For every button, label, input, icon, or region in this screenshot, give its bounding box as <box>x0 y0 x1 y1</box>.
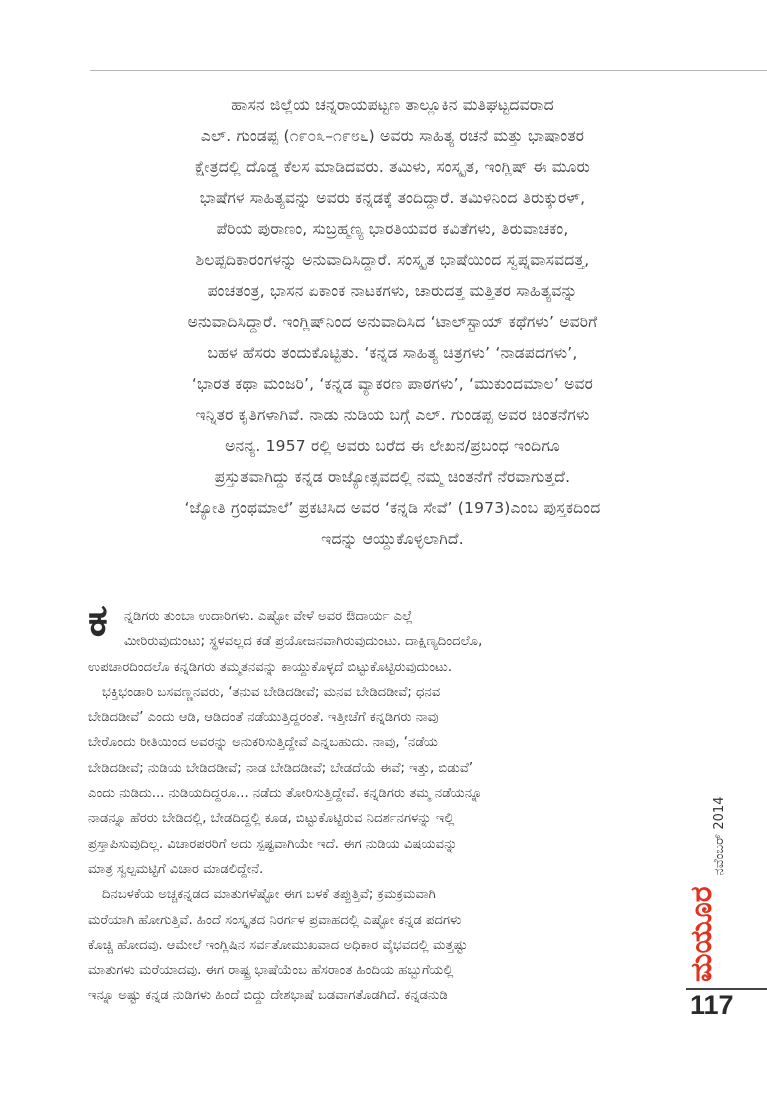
intro-line: ಅನುವಾದಿಸಿದ್ದಾರೆ. ಇಂಗ್ಲಿಷ್‌ನಿಂದ ಅನುವಾದಿಸಿದ ‘ಟಾಲ್‌ಸ್ಟಾಯ್ ಕಥೆಗಳು’ ಅವರಿಗೆ <box>187 313 598 331</box>
body-line: ಉಪಚಾರದಿಂದಲೊ ಕನ್ನಡಿಗರು ತಮ್ಮತನವನ್ನು ಕಾಯ್ದುಕೊಳ್ಳದೆ ಬಿಟ್ಟುಕೊಟ್ಟಿರುವುದುಂಟು. <box>88 659 453 675</box>
magazine-title: ಮಯೂರ <box>684 886 719 982</box>
body-line: ಎಂದು ನುಡಿದು... ನುಡಿಯದಿದ್ದರೂ... ನಡೆದು ತೋರಿಸುತ್ತಿದ್ದೇವೆ. ಕನ್ನಡಿಗರು ತಮ್ಮ ನಡೆಯನ್ನೂ <box>88 786 483 802</box>
intro-line: ಪಂಚತಂತ್ರ, ಭಾಸನ ಏಕಾಂಕ ನಾಟಕಗಳು, ಚಾರುದತ್ತ ಮತ್ತಿತರ ಸಾಹಿತ್ಯವನ್ನು <box>207 282 578 300</box>
issue-date: ನವೆಂಬರ್ 2014 <box>712 796 727 876</box>
intro-line: ಶಿಲಪ್ಪದಿಕಾರಂಗಳನ್ನು ಅನುವಾದಿಸಿದ್ದಾರೆ. ಸಂಸ್ಕೃತ ಭಾಷೆಯಿಂದ ಸ್ವಪ್ನವಾಸವದತ್ತ, <box>195 251 590 269</box>
body-line: ಇನ್ನೂ ಅಷ್ಟು ಕನ್ನಡ ನುಡಿಗಳು ಹಿಂದೆ ಬಿದ್ದು ದೇಶಭಾಷೆ ಬಡವಾಗತೊಡಗಿದೆ. ಕನ್ನಡನುಡಿ <box>88 988 448 1004</box>
intro-line: ಇದನ್ನು ಆಯ್ದುಕೊಳ್ಳಲಾಗಿದೆ. <box>321 530 464 548</box>
drop-cap: ಕ <box>88 595 108 646</box>
intro-line: ಅನನ್ಯ. 1957 ರಲ್ಲಿ ಅವರು ಬರೆದ ಈ ಲೇಖನ/ಪ್ರಬಂಧ ಇಂದಿಗೂ <box>225 437 560 455</box>
body-line: ಭಕ್ತಿಭಂಡಾರಿ ಬಸವಣ್ಣನವರು, ‘ತನುವ ಬೇಡಿದಡೀವೆ; ಮನವ ಬೇಡಿದಡೀವೆ; ಧನವ <box>102 684 441 700</box>
body-line: ಮಾತ್ರ ಸ್ವಲ್ಪಮಟ್ಟಿಗೆ ವಿಚಾರ ಮಾಡಲಿದ್ದೇನೆ. <box>88 861 264 877</box>
article-introduction <box>100 90 685 555</box>
intro-line: ಹಾಸನ ಜಿಲ್ಲೆಯ ಚನ್ನರಾಯಪಟ್ಟಣ ತಾಲ್ಲೂಕಿನ ಮತಿಘಟ್ಟದವರಾದ <box>231 96 554 114</box>
intro-line: ‘ಭಾರತ ಕಥಾ ಮಂಜರಿ’, ‘ಕನ್ನಡ ವ್ಯಾಕರಣ ಪಾಠಗಳು’, ‘ಮುಕುಂದಮಾಲ’ ಅವರ <box>191 375 594 393</box>
intro-line: ಪೆರಿಯ ಪುರಾಣಂ, ಸುಬ್ರಹ್ಮಣ್ಯ ಭಾರತಿಯವರ ಕವಿತೆಗಳು, ತಿರುವಾಚಕಂ, <box>216 220 569 238</box>
page-number: 117 <box>690 990 734 1020</box>
intro-line: ‘ಜ್ಯೋತಿ ಗ್ರಂಥಮಾಲೆ’ ಪ್ರಕಟಿಸಿದ ಅವರ ‘ಕನ್ನಡಿ ಸೇವೆ’ (1973)ಎಂಬ ಪುಸ್ತಕದಿಂದ <box>184 499 601 517</box>
intro-line: ಎಲ್. ಗುಂಡಪ್ಪ (೧೯೦೩–೧೯೮೬) ಅವರು ಸಾಹಿತ್ಯ ರಚನೆ ಮತ್ತು ಭಾಷಾಂತರ <box>200 127 585 145</box>
body-line: ನಾಡನ್ನೂ ಹೆರರು ಬೇಡಿದಲ್ಲಿ, ಬೇಡದಿದ್ದಲ್ಲಿ ಕೂಡ, ಬಿಟ್ಟುಕೊಟ್ಟಿರುವ ನಿದರ್ಶನಗಳನ್ನು ಇಲ್ಲಿ <box>88 811 455 827</box>
body-line: ಬೇಡಿದಡೀವೆ’ ಎಂದು ಆಡಿ, ಆಡಿದಂತೆ ನಡೆಯುತ್ತಿದ್ದರಂತೆ. ಇತ್ತೀಚೆಗೆ ಕನ್ನಡಿಗರು ನಾವು <box>88 710 439 726</box>
intro-line: ಪ್ರಸ್ತುತವಾಗಿದ್ದು ಕನ್ನಡ ರಾಜ್ಯೋತ್ಸವದಲ್ಲಿ ನಮ್ಮ ಚಿಂತನೆಗೆ ನೆರವಾಗುತ್ತದೆ. <box>214 468 571 486</box>
intro-line: ಕ್ಷೇತ್ರದಲ್ಲಿ ದೊಡ್ಡ ಕೆಲಸ ಮಾಡಿದವರು. ತಮಿಳು, ಸಂಸ್ಕೃತ, ಇಂಗ್ಲಿಷ್ ಈ ಮೂರು <box>195 158 590 176</box>
body-line: ಮರೆಯಾಗಿ ಹೋಗುತ್ತಿವೆ. ಹಿಂದೆ ಸಂಸ್ಕೃತದ ನಿರರ್ಗಳ ಪ್ರವಾಹದಲ್ಲಿ ಎಷ್ಟೋ ಕನ್ನಡ ಪದಗಳು <box>88 912 462 928</box>
body-line: ಪ್ರಸ್ತಾಪಿಸುವುದಿಲ್ಲ. ವಿಚಾರಪರರಿಗೆ ಅದು ಸ್ಪಷ್ಟವಾಗಿಯೇ ಇದೆ. ಈಗ ನುಡಿಯ ವಿಷಯವನ್ನು <box>88 836 458 852</box>
body-line: ಬೇರೊಂದು ರೀತಿಯಿಂದ ಅವರನ್ನು ಅನುಕರಿಸುತ್ತಿದ್ದೇವೆ ಎನ್ನಬಹುದು. ನಾವು, ‘ನಡೆಯ <box>88 735 438 751</box>
top-divider <box>90 70 767 71</box>
body-line: ದಿನಬಳಕೆಯ ಅಚ್ಚಕನ್ನಡದ ಮಾತುಗಳೆಷ್ಟೋ ಈಗ ಬಳಕೆ ತಪ್ಪುತ್ತಿವೆ; ಕ್ರಮಕ್ರಮವಾಗಿ <box>102 887 436 903</box>
intro-line: ಬಹಳ ಹೆಸರು ತಂದುಕೊಟ್ಟಿತು. ‘ಕನ್ನಡ ಸಾಹಿತ್ಯ ಚಿತ್ರಗಳು’ ‘ನಾಡಪದಗಳು’, <box>207 344 578 362</box>
article-body <box>88 604 684 1009</box>
body-line: ಬೇಡಿದಡೀವೆ; ನುಡಿಯ ಬೇಡಿದಡೀವೆ; ನಾಡ ಬೇಡಿದಡೀವೆ; ಬೇಡದೆಯೆ ಈವೆ; ಇತ್ತು, ಬಿಡುವೆ’ <box>88 760 474 776</box>
intro-line: ಇನ್ನಿತರ ಕೃತಿಗಳಾಗಿವೆ. ನಾಡು ನುಡಿಯ ಬಗ್ಗೆ ಎಲ್. ಗುಂಡಪ್ಪ ಅವರ ಚಿಂತನೆಗಳು <box>195 406 590 424</box>
body-line: ಕೊಚ್ಚಿ ಹೋದವು. ಆಮೇಲೆ ಇಂಗ್ಲಿಷಿನ ಸರ್ವತೋಮುಖವಾದ ಅಧಿಕಾರ ವೈಭವದಲ್ಲಿ ಮತ್ತಷ್ಟು <box>88 937 468 953</box>
body-line: ಮಾತುಗಳು ಮರೆಯಾದವು. ಈಗ ರಾಷ್ಟ್ರ ಭಾಷೆಯೆಂಬ ಹೆಸರಾಂತ ಹಿಂದಿಯ ಹಬ್ಬುಗೆಯಲ್ಲಿ <box>88 963 454 979</box>
body-line: ಮೀರಿರುವುದುಂಟು; ಸ್ಥಳವಲ್ಲದ ಕಡೆ ಪ್ರಯೋಜನವಾಗಿರುವುದುಂಟು. ದಾಕ್ಷಿಣ್ಯದಿಂದಲೊ, <box>124 634 483 650</box>
body-line: ನ್ನಡಿಗರು ತುಂಬಾ ಉದಾರಿಗಳು. ಎಷ್ಟೋ ವೇಳೆ ಅವರ ಔದಾರ್ಯ ಎಲ್ಲೆ <box>124 609 413 624</box>
intro-line: ಭಾಷೆಗಳ ಸಾಹಿತ್ಯವನ್ನು ಅವರು ಕನ್ನಡಕ್ಕೆ ತಂದಿದ್ದಾರೆ. ತಮಿಳಿನಿಂದ ತಿರುಕ್ಕುರಳ್, <box>199 189 586 207</box>
